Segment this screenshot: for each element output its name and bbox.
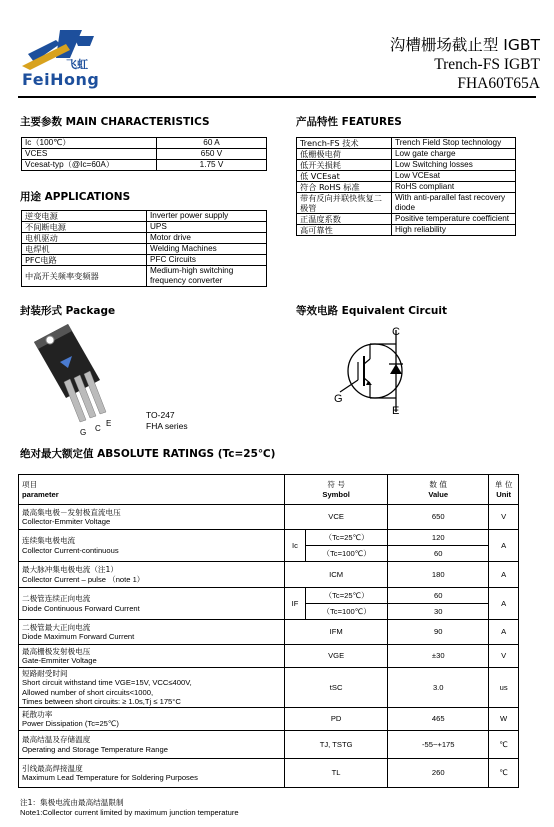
- app-en-cell: Medium-high switching frequency converter: [147, 266, 267, 287]
- app-en-cell: Motor drive: [147, 233, 267, 244]
- table-row: [22, 222, 267, 233]
- title-line-type: Trench-FS IGBT: [434, 56, 540, 73]
- pin-label-g: G: [80, 428, 87, 437]
- table-row: [19, 562, 519, 588]
- logo-brand-text: FeiHong: [22, 70, 100, 89]
- applications-table: [21, 210, 267, 287]
- app-cn-cell: 中高开关频率变频器: [22, 266, 147, 287]
- circuit-heading: 等效电路 Equivalent Circuit: [296, 305, 448, 317]
- row-value: 60: [388, 588, 489, 604]
- app-cn-cell: 电机驱动: [22, 233, 147, 244]
- ratings-heading: 绝对最大额定值 ABSOLUTE RATINGS (Tc=25℃): [20, 448, 276, 460]
- table-row: [22, 160, 267, 171]
- row-condition: （Tc=25℃）: [306, 530, 388, 546]
- feature-cn-cell: 符合 RoHS 标准: [297, 182, 392, 193]
- table-row: [22, 149, 267, 160]
- param-cell: Ic（100℃）: [22, 138, 157, 149]
- row-en: Collector Current – pulse （note 1）: [22, 574, 145, 584]
- row-cn: 短路耐受时间: [22, 668, 68, 678]
- app-cn-cell: 不间断电源: [22, 222, 147, 233]
- row-en: Gate-Emmiter Voltage: [22, 656, 97, 665]
- table-row: [297, 214, 516, 225]
- feature-en-cell: Trench Field Stop technology: [392, 138, 516, 149]
- package-heading: 封装形式 Package: [20, 305, 116, 317]
- table-row: [19, 708, 519, 731]
- logo-mark-icon: [20, 28, 100, 72]
- circuit-c-label: C: [392, 326, 400, 338]
- table-row: [19, 731, 519, 759]
- value-cell: 1.75 V: [157, 160, 267, 171]
- row-value: 650: [388, 505, 489, 530]
- main-char-heading: 主要参数 MAIN CHARACTERISTICS: [20, 116, 210, 128]
- header-val-cn: 数 值: [429, 480, 448, 489]
- package-series: FHA series: [146, 421, 188, 431]
- row-symbol: IF: [285, 588, 306, 620]
- table-header-row: [19, 475, 519, 505]
- app-en-cell: PFC Circuits: [147, 255, 267, 266]
- row-value: 260: [388, 759, 489, 788]
- feature-en-cell: Positive temperature coefficient: [392, 214, 516, 225]
- row-en: Power Dissipation (Tc=25℃): [22, 719, 119, 728]
- row-cn: 连续集电极电流: [22, 536, 76, 545]
- feature-cn-cell: 低开关损耗: [297, 160, 392, 171]
- row-symbol: tSC: [285, 668, 388, 708]
- row-unit: W: [489, 708, 519, 731]
- row-unit: A: [489, 620, 519, 645]
- param-cell: Vcesat-typ（@Ic=60A）: [22, 160, 157, 171]
- row-value: ±30: [388, 645, 489, 668]
- header-sym-en: Symbol: [322, 489, 350, 499]
- note-cn: 注1：集极电流由最高结温限制: [20, 798, 124, 807]
- row-en: Operating and Storage Temperature Range: [22, 744, 168, 754]
- row-unit: us: [489, 668, 519, 708]
- row-cn: 最大脉冲集电极电流（注1）: [22, 565, 118, 574]
- row-value: 90: [388, 620, 489, 645]
- row-symbol: TJ, TSTG: [285, 731, 388, 759]
- feature-cn-cell: 正温度系数: [297, 214, 392, 225]
- row-en: Short circuit withstand time VGE=15V, VCC≤400V,: [22, 678, 192, 687]
- app-en-cell: Inverter power supply: [147, 211, 267, 222]
- table-row: [297, 193, 516, 214]
- param-cell: VCES: [22, 149, 157, 160]
- main-char-table: [21, 137, 267, 171]
- feature-cn-cell: 低 VCEsat: [297, 171, 392, 182]
- row-symbol: VCE: [285, 505, 388, 530]
- feature-en-cell: High reliability: [392, 225, 516, 236]
- feature-cn-cell: Trench-FS 技术: [297, 138, 392, 149]
- row-symbol: Ic: [285, 530, 306, 562]
- table-row: [297, 225, 516, 236]
- header-val-en: Value: [428, 489, 449, 499]
- row-unit: ℃: [489, 731, 519, 759]
- feature-en-cell: With anti-parallel fast recovery diode: [392, 193, 516, 214]
- table-row: [19, 668, 519, 708]
- product-title: [390, 36, 540, 93]
- applications-heading: 用途 APPLICATIONS: [20, 191, 131, 203]
- header-param-en: parameter: [22, 489, 59, 499]
- row-en: Maximum Lead Temperature for Soldering Purposes: [22, 773, 198, 782]
- row-value: 3.0: [388, 668, 489, 708]
- row-unit: V: [489, 505, 519, 530]
- row-symbol: IFM: [285, 620, 388, 645]
- pin-label-e: E: [106, 419, 112, 428]
- table-row: [22, 138, 267, 149]
- row-en: Allowed number of short circuits<1000,: [22, 687, 154, 697]
- row-symbol: TL: [285, 759, 388, 788]
- row-symbol: PD: [285, 708, 388, 731]
- row-cn: 最高集电极－发射极直流电压: [22, 507, 121, 517]
- app-cn-cell: 逆变电源: [22, 211, 147, 222]
- row-value: 60: [388, 546, 489, 562]
- table-row: [297, 160, 516, 171]
- header-unit-en: Unit: [496, 489, 511, 499]
- company-logo: [20, 28, 100, 88]
- pin-label-c: C: [95, 424, 101, 433]
- igbt-symbol-icon: [330, 326, 440, 421]
- circuit-g-label: G: [334, 393, 343, 405]
- header-sym-cn: 符 号: [327, 480, 345, 489]
- table-row: [297, 138, 516, 149]
- table-row: [19, 759, 519, 788]
- row-cn: 最高栅极发射极电压: [22, 646, 91, 656]
- title-line-cn: 沟槽栅场截止型 IGBT: [389, 36, 540, 54]
- table-row: [297, 171, 516, 182]
- app-en-cell: UPS: [147, 222, 267, 233]
- row-unit: ℃: [489, 759, 519, 788]
- feature-cn-cell: 高可靠性: [297, 225, 392, 236]
- row-value: 30: [388, 604, 489, 620]
- header-unit-cn: 单 位: [494, 480, 513, 489]
- table-row: [22, 255, 267, 266]
- row-condition: （Tc=100℃）: [306, 604, 388, 620]
- note-en: Note1:Collector current limited by maximum junction temperature: [20, 808, 239, 817]
- equivalent-circuit: [330, 326, 440, 421]
- row-cn: 引线最高焊接温度: [22, 763, 83, 773]
- package-name: TO-247: [146, 410, 175, 420]
- row-cn: 最高结温及存储温度: [22, 735, 91, 744]
- circuit-e-label: E: [392, 405, 400, 417]
- row-cn: 耗散功率: [22, 709, 53, 719]
- app-en-cell: Welding Machines: [147, 244, 267, 255]
- app-cn-cell: 电焊机: [22, 244, 147, 255]
- feature-cn-cell: 低栅极电荷: [297, 149, 392, 160]
- row-cn: 二极管连续正向电流: [22, 594, 91, 603]
- row-en: Diode Maximum Forward Current: [22, 632, 135, 641]
- header-param-cn: 项目: [22, 480, 38, 489]
- features-heading: 产品特性 FEATURES: [296, 116, 402, 128]
- logo-cn-text: 飞虹: [66, 58, 88, 71]
- row-en: Collector Current-continuous: [22, 545, 119, 555]
- row-en: Diode Continuous Forward Current: [22, 603, 140, 613]
- row-value: 465: [388, 708, 489, 731]
- app-cn-cell: PFC电路: [22, 255, 147, 266]
- feature-cn-cell: 带有反向并联快恢复二极管: [297, 193, 392, 214]
- row-symbol: ICM: [285, 562, 388, 588]
- table-row: [19, 620, 519, 645]
- table-row: [22, 211, 267, 222]
- row-symbol: VGE: [285, 645, 388, 668]
- table-row: [22, 244, 267, 255]
- row-cn: 二极管最大正向电流: [22, 622, 91, 632]
- title-line-part: FHA60T65A: [457, 75, 540, 92]
- row-value: 120: [388, 530, 489, 546]
- feature-en-cell: RoHS compliant: [392, 182, 516, 193]
- feature-en-cell: Low Switching losses: [392, 160, 516, 171]
- value-cell: 650 V: [157, 149, 267, 160]
- row-en: Times between short circuits: ≥ 1.0s,Tj ≤ 175°C: [22, 697, 181, 706]
- table-row: [19, 530, 519, 546]
- feature-en-cell: Low gate charge: [392, 149, 516, 160]
- row-condition: （Tc=100℃）: [306, 546, 388, 562]
- feature-en-cell: Low VCEsat: [392, 171, 516, 182]
- row-unit: V: [489, 645, 519, 668]
- row-unit: A: [489, 530, 519, 562]
- value-cell: 60 A: [157, 138, 267, 149]
- table-row: [19, 645, 519, 668]
- row-en: Collector-Emmiter Voltage: [22, 517, 111, 526]
- table-row: [19, 505, 519, 530]
- row-unit: A: [489, 562, 519, 588]
- row-condition: （Tc=25℃）: [306, 588, 388, 604]
- header-rule: [18, 96, 536, 98]
- row-unit: A: [489, 588, 519, 620]
- table-row: [22, 233, 267, 244]
- row-value: 180: [388, 562, 489, 588]
- table-row: [297, 182, 516, 193]
- table-row: [22, 266, 267, 287]
- features-table: [296, 137, 516, 236]
- table-row: [19, 588, 519, 604]
- package-image: [30, 322, 140, 437]
- ratings-table: [18, 474, 519, 788]
- to247-package-icon: [30, 322, 140, 437]
- row-value: -55~+175: [388, 731, 489, 759]
- table-row: [297, 149, 516, 160]
